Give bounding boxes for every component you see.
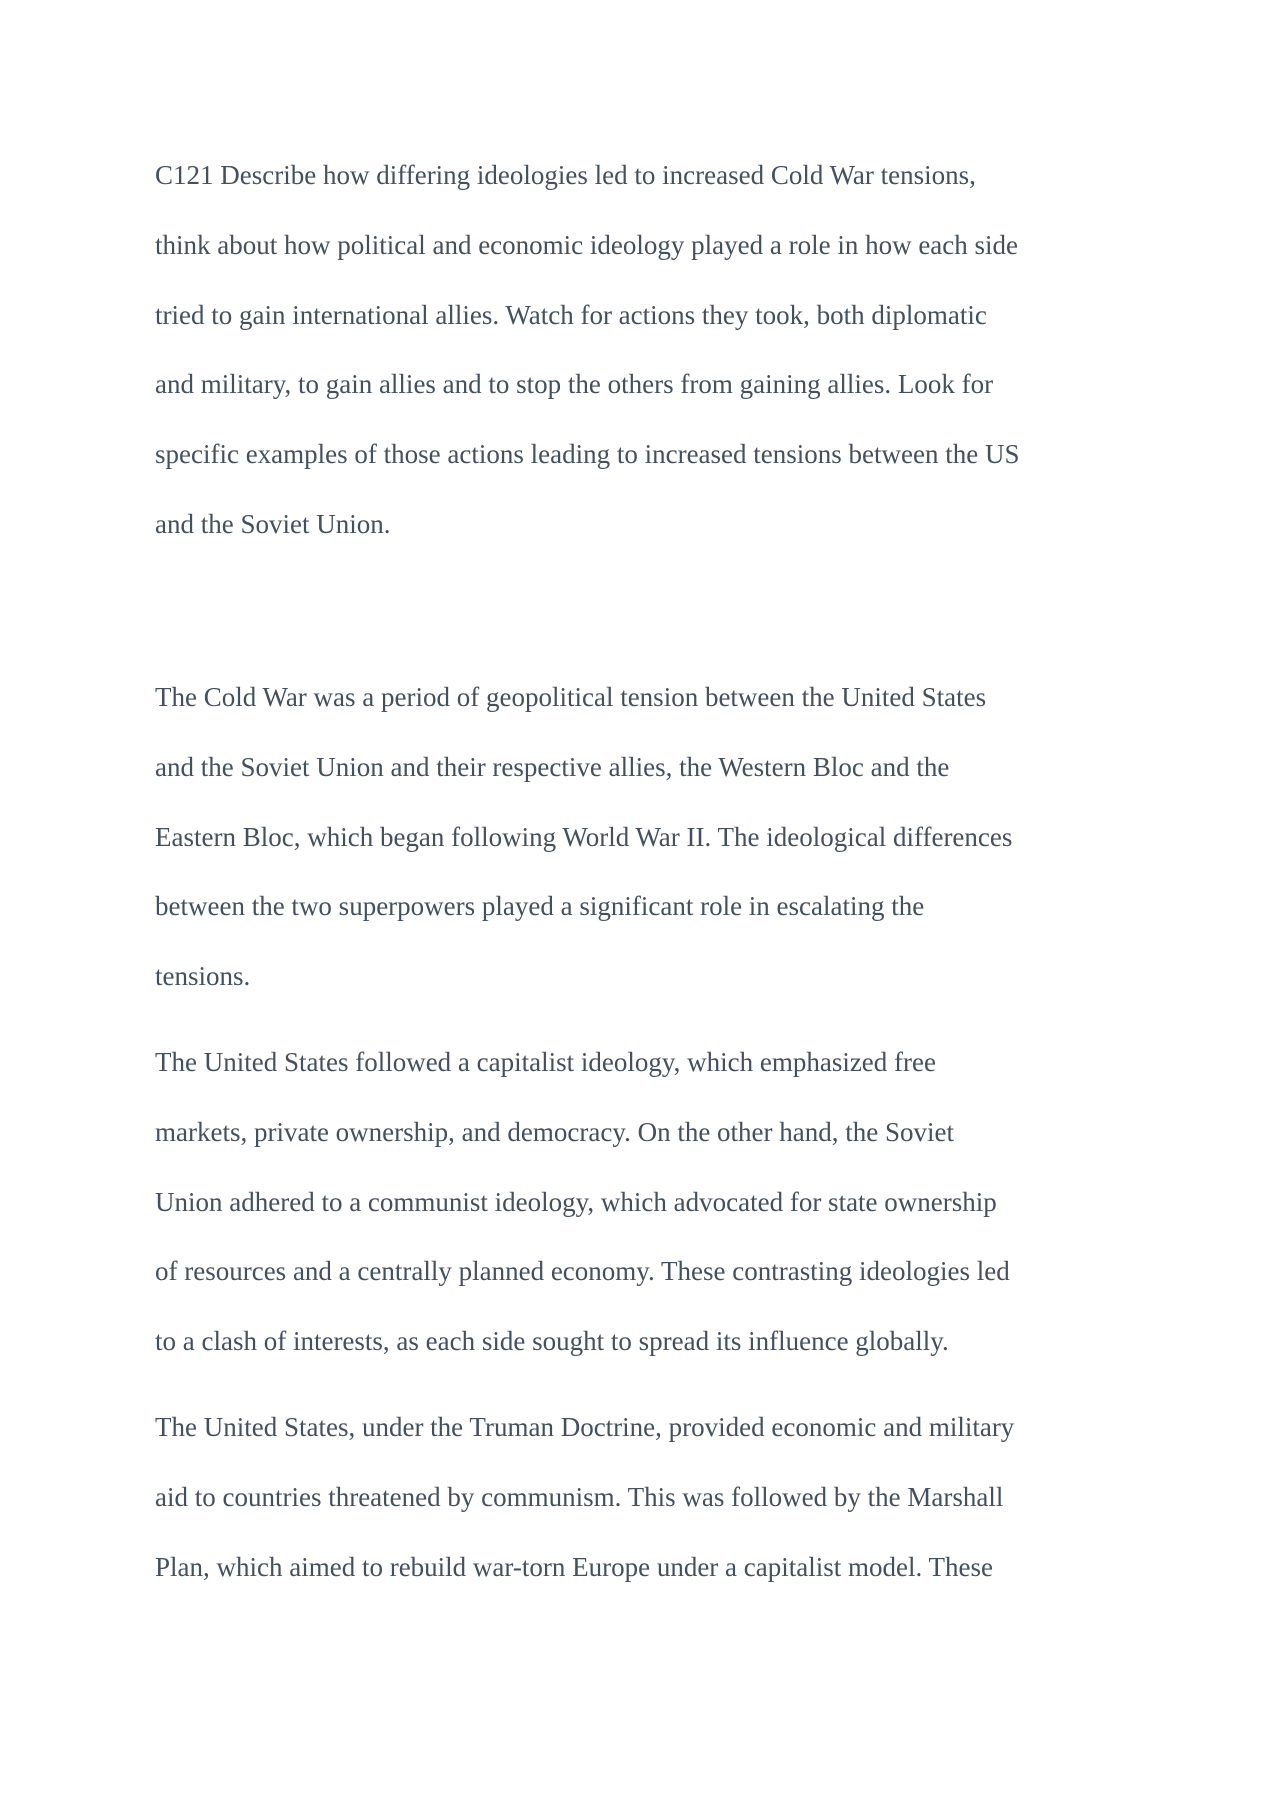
- question-line: and the Soviet Union.: [155, 509, 391, 539]
- paragraph-line: Union adhered to a communist ideology, which advocated for state ownership: [155, 1187, 997, 1217]
- paragraph-line: The United States, under the Truman Doctrine, provided economic and military: [155, 1412, 1015, 1442]
- paragraph-line: The United States followed a capitalist ideology, which emphasized free: [155, 1047, 936, 1077]
- paragraph-line: Plan, which aimed to rebuild war-torn Europe under a capitalist model. These: [155, 1552, 993, 1582]
- paragraph-line: aid to countries threatened by communism. This was followed by the Marshall: [155, 1482, 1004, 1512]
- paragraph-line: tensions.: [155, 961, 251, 991]
- question-line: specific examples of those actions leading to increased tensions between the US: [155, 439, 1020, 469]
- paragraph-line: markets, private ownership, and democracy. On the other hand, the Soviet: [155, 1117, 955, 1147]
- paragraph-line: and the Soviet Union and their respective allies, the Western Bloc and the: [155, 752, 950, 782]
- question-line: tried to gain international allies. Watch for actions they took, both diplomatic: [155, 300, 987, 330]
- paragraph-line: Eastern Bloc, which began following World War II. The ideological differences: [155, 822, 1013, 852]
- paragraph-line: The Cold War was a period of geopolitical tension between the United States: [155, 682, 987, 712]
- paragraph-line: of resources and a centrally planned economy. These contrasting ideologies led: [155, 1256, 1010, 1286]
- question-line: C121 Describe how differing ideologies led to increased Cold War tensions,: [155, 160, 976, 190]
- question-line: and military, to gain allies and to stop the others from gaining allies. Look for: [155, 369, 994, 399]
- question-line: think about how political and economic ideology played a role in how each side: [155, 230, 1019, 260]
- paragraph-line: between the two superpowers played a significant role in escalating the: [155, 891, 925, 921]
- paragraph-line: to a clash of interests, as each side sought to spread its influence globally.: [155, 1326, 949, 1356]
